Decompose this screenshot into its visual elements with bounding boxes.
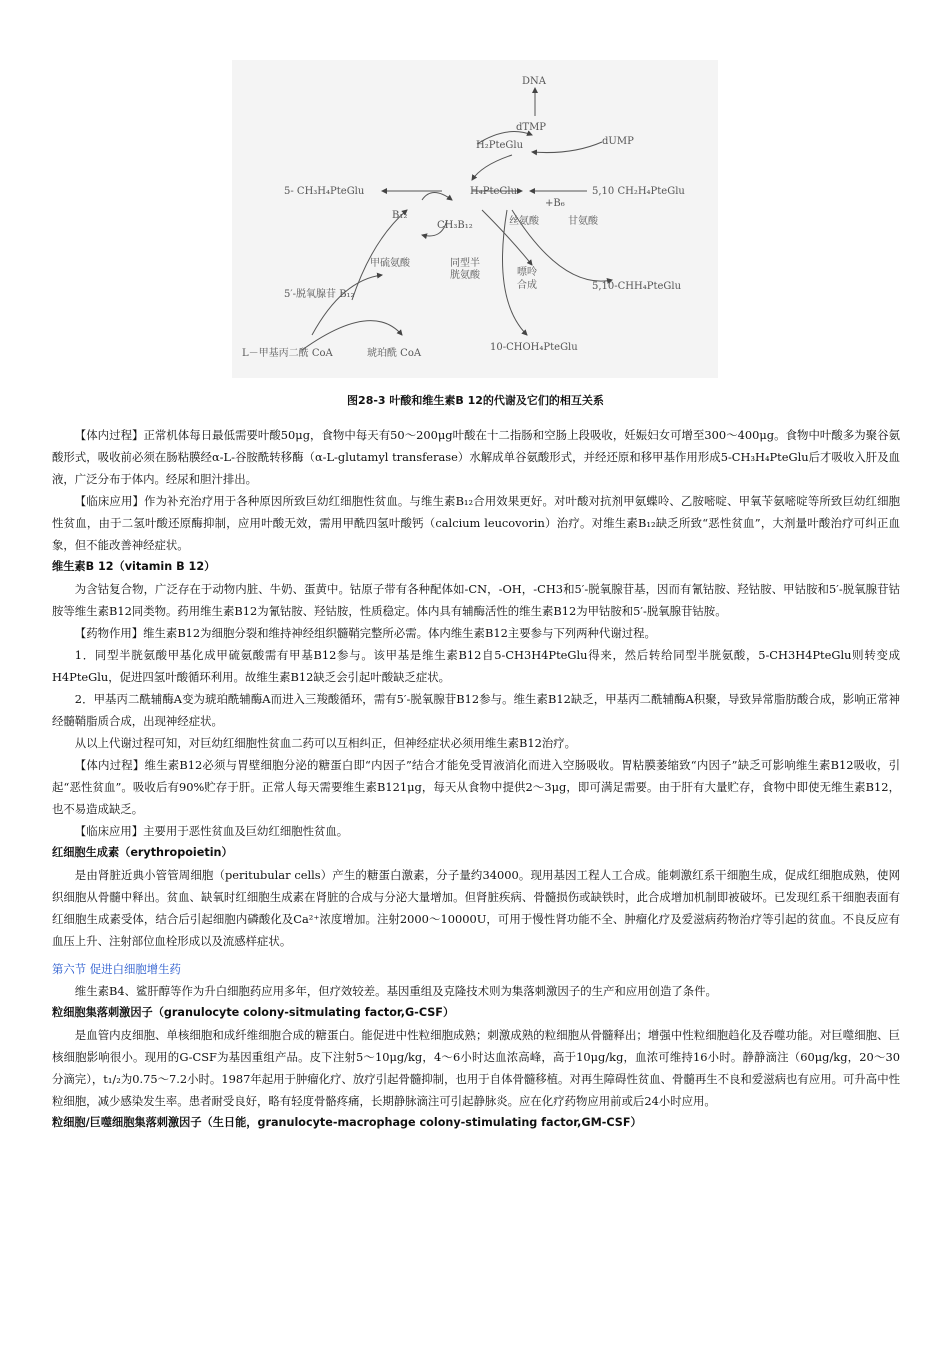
label-methylene: 5,10 CH₂H₄PteGlu	[592, 186, 685, 197]
paragraph-b12-conclusion: 从以上代谢过程可知，对巨幼红细胞性贫血二药可以互相纠正，但神经症状必须用维生素B12治疗。	[74, 736, 577, 750]
label-deoxyadenosyl: 5′-脱氧腺苷 B₁₂	[284, 289, 355, 300]
label-methenyl: 5,10-CHH₄PteGlu	[592, 281, 682, 292]
paragraph-b12-process-2: 2．甲基丙二酰辅酶A变为琥珀酰辅酶A而进入三羧酸循环，需有5′-脱氧腺苷B12参与。维生素B12缺乏，甲基丙二酰辅酶A积聚，导致异常脂肪酸合成，影响正常神经髓鞘脂质合成，出现神经症状。	[52, 692, 900, 728]
paragraph-folate-absorption: 【体内过程】正常机体每日最低需要叶酸50μg，食物中每天有50～200μg叶酸在十二指肠和空肠上段吸收，妊娠妇女可增至300～400μg。食物中叶酸多为聚谷氨酸形式，吸收前必须在肠粘膜经α-L-谷胺酰转移酶（α-L-glutamyl transferase）水解成单谷氨酸形式，并经还原和移甲基作用形成5-CH₃H₄PteGlu后才吸收入肝及血液，广泛分布于体内。经尿和胆汁排出。	[52, 428, 900, 486]
label-h2pteglu: H₂PteGlu	[476, 140, 524, 151]
paragraph-b12-action: 【药物作用】维生素B12为细胞分裂和维持神经组织髓鞘完整所必需。体内维生素B12主要参与下列两种代谢过程。	[74, 626, 656, 640]
paragraph-b12-process-1: 1．同型半胱氨酸甲基化成甲硫氨酸需有甲基B12参与。该甲基是维生素B12自5-CH3H4PteGlu得来，然后转给同型半胱氨酸，5-CH3H4PteGlu则转变成H4PteGlu，促进四氢叶酸循环利用。故维生素B12缺乏会引起叶酸缺乏症状。	[52, 648, 900, 684]
label-homocysteine-2: 胱氨酸	[450, 270, 480, 281]
label-homocysteine-1: 同型半	[450, 258, 480, 269]
label-purine-1: 嘌呤	[517, 267, 537, 278]
label-malonyl: L－甲基丙二酰 CoA	[242, 348, 333, 359]
document-body	[52, 424, 900, 1134]
label-b6: +B₆	[545, 198, 565, 209]
figure-diagram	[232, 60, 718, 378]
heading-erythropoietin: 红细胞生成素（erythropoietin）	[52, 846, 233, 859]
label-ch3b12: CH₃B₁₂	[437, 220, 473, 231]
label-dna: DNA	[522, 76, 546, 87]
section-heading-6[interactable]: 第六节 促进白细胞增生药	[52, 962, 181, 976]
paragraph-b12-clinical: 【临床应用】主要用于恶性贫血及巨幼红细胞性贫血。	[74, 824, 349, 838]
paragraph-leukocyte-intro: 维生素B4、鲨肝醇等作为升白细胞药应用多年，但疗效较差。基因重组及克隆技术则为集落刺激因子的生产和应用创造了条件。	[74, 984, 717, 998]
label-formyl: 10-CHOH₄PteGlu	[490, 342, 578, 353]
label-h4pteglu: H₄PteGlu	[470, 186, 518, 197]
heading-vitamin-b12: 维生素B 12（vitamin B 12）	[52, 560, 216, 573]
paragraph-b12-absorption: 【体内过程】维生素B12必须与胃壁细胞分泌的糖蛋白即“内因子”结合才能免受胃液消化而进入空肠吸收。胃粘膜萎缩致“内因子”缺乏可影响维生素B12吸收，引起“恶性贫血”。吸收后有90%贮存于肝。正常人每天需要维生素B121μg，每天从食物中提供2～3μg，即可满足需要。由于肝有大量贮存，食物中即使无维生素B12，也不易造成缺乏。	[52, 758, 900, 816]
paragraph-b12-intro: 为含钴复合物，广泛存在于动物内脏、牛奶、蛋黄中。钴原子带有各种配体如-CN，-OH，-CH3和5′-脱氧腺苷基，因而有氰钴胺、羟钴胺、甲钴胺和5′-脱氧腺苷钴胺等维生素B12同类物。药用维生素B12为氰钴胺、羟钴胺，性质稳定。体内具有辅酶活性的维生素B12为甲钴胺和5′-脱氧腺苷钴胺。	[52, 582, 900, 618]
heading-gcsf: 粒细胞集落刺激因子（granulocyte colony-sitmulating factor,G-CSF）	[52, 1006, 455, 1019]
figure-caption: 图28-3 叶酸和维生素B 12的代谢及它们的相互关系	[347, 394, 604, 407]
label-glycine: 甘氨酸	[568, 216, 598, 227]
paragraph-erythropoietin: 是由肾脏近典小管管周细胞（peritubular cells）产生的糖蛋白激素，分子量约34000。现用基因工程人工合成。能刺激红系干细胞生成，促成红细胞成熟，使网织细胞从骨髓中释出。贫血、缺氧时红细胞生成素在肾脏的合成与分泌大量增加。但肾脏疾病、骨髓损伤或缺铁时，此合成增加机制即被破坏。已发现红系干细胞表面有红细胞生成素受体，结合后引起细胞内磷酸化及Ca²⁺浓度增加。注射2000～10000U，可用于慢性肾功能不全、肿瘤化疗及爱滋病药物治疗等引起的贫血。不良反应有血压上升、注射部位血栓形成以及流感样症状。	[52, 868, 900, 948]
label-b12: B₁₂	[392, 210, 408, 221]
metabolism-figure	[232, 60, 718, 378]
label-dtmp: dTMP	[516, 122, 547, 133]
label-serine: 丝氨酸	[509, 216, 539, 227]
label-purine-2: 合成	[517, 280, 537, 291]
label-methyl-h4: 5- CH₃H₄PteGlu	[284, 186, 365, 197]
label-succinyl: 琥珀酰 CoA	[367, 348, 422, 359]
label-methionine: 甲硫氨酸	[370, 258, 410, 269]
paragraph-folate-clinical: 【临床应用】作为补充治疗用于各种原因所致巨幼红细胞性贫血。与维生素B₁₂合用效果更好。对叶酸对抗剂甲氨蝶呤、乙胺嘧啶、甲氧苄氨嘧啶等所致巨幼红细胞性贫血，由于二氢叶酸还原酶抑制，应用叶酸无效，需用甲酰四氢叶酸钙（calcium leucovorin）治疗。对维生素B₁₂缺乏所致“恶性贫血”，大剂量叶酸治疗可纠正血象，但不能改善神经症状。	[52, 494, 900, 552]
label-dump: dUMP	[602, 136, 634, 147]
heading-gmcsf: 粒细胞/巨噬细胞集落刺激因子（生日能，granulocyte-macrophage colony-stimulating factor,GM-CSF）	[52, 1116, 642, 1129]
paragraph-gcsf: 是血管内皮细胞、单核细胞和成纤维细胞合成的糖蛋白。能促进中性粒细胞成熟；刺激成熟的粒细胞从骨髓释出；增强中性粒细胞趋化及吞噬功能。对巨噬细胞、巨核细胞影响很小。现用的G-CSF为基因重组产品。皮下注射5～10μg/kg，4～6小时达血浓高峰，高于10μg/kg，血浓可维持16小时。静静滴注（60μg/kg，20～30分滴完），t₁/₂为0.75～7.2小时。1987年起用于肿瘤化疗、放疗引起骨髓抑制，也用于自体骨髓移植。对再生障碍性贫血、骨髓再生不良和爱滋病也有应用。可升高中性粒细胞，减少感染发生率。患者耐受良好，略有轻度骨骼疼痛，长期静脉滴注可引起静脉炎。应在化疗药物应用前或后24小时应用。	[52, 1028, 900, 1108]
